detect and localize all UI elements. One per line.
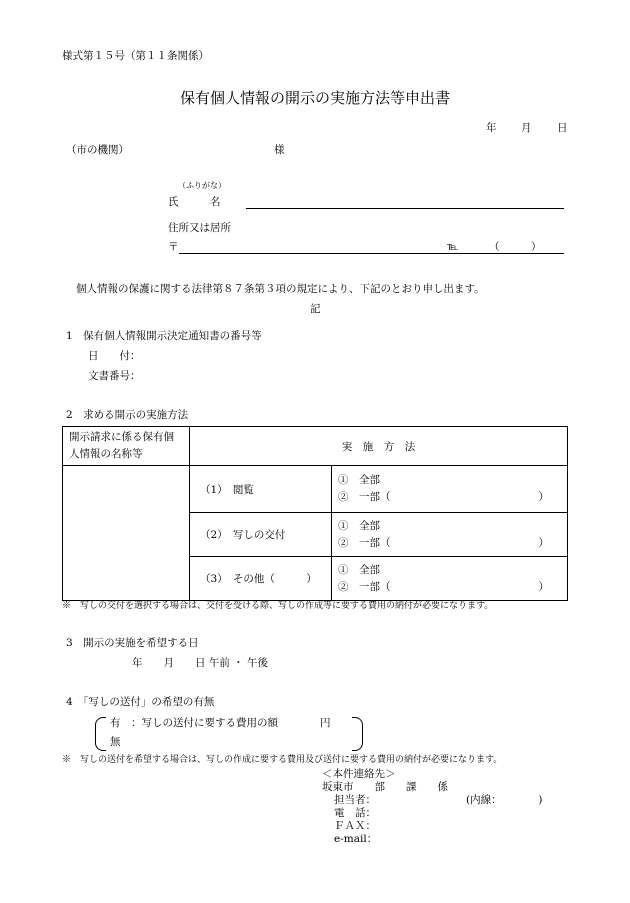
addressee-honorific: 様 — [274, 144, 285, 156]
form-number: 様式第１５号（第１１条関係） — [62, 50, 209, 62]
option-all[interactable]: ① 全部 — [338, 563, 380, 576]
option-all[interactable]: ① 全部 — [338, 474, 380, 486]
name-label: 氏 名 — [168, 196, 221, 208]
section-1-heading: 1 保有個人情報開示決定通知書の番号等 — [66, 330, 262, 342]
method-header: 実 施 方 法 — [190, 427, 568, 466]
contact-extension: (内線： ) — [466, 794, 543, 806]
method-options — [332, 513, 568, 557]
contact-dept: 坂東市 部 課 係 — [322, 781, 448, 793]
tel-paren: （ ） — [489, 241, 542, 253]
info-name-header: 開示請求に係る保有個人情報の名称等 — [63, 427, 190, 466]
section-2-heading: 2 求める開示の実施方法 — [66, 409, 189, 421]
option-partial[interactable]: ② 一部（ ） — [338, 491, 549, 503]
contact-email: e-mail： — [334, 833, 378, 845]
section-4-heading: 4 「写しの送付」の希望の有無 — [66, 696, 215, 708]
section-3-heading: 3 開示の実施を希望する日 — [66, 637, 199, 649]
mail-yes-option[interactable]: 有 ：写しの送付に要する費用の額 円 — [110, 717, 331, 729]
method-label: （2） 写しの交付 — [190, 513, 332, 557]
furigana-label: （ふりがな） — [178, 181, 226, 190]
disclosure-method-table — [62, 426, 568, 601]
postal-mark: 〒 — [168, 241, 179, 253]
left-brace — [95, 717, 106, 751]
preferred-date-line: 年 月 日 午前 ・ 午後 — [132, 657, 269, 669]
right-brace — [352, 717, 363, 751]
method-label: （3） その他（ ） — [190, 557, 332, 601]
method-options — [332, 466, 568, 513]
addressee-org: （市の機関） — [66, 144, 129, 156]
copy-delivery-note: ※ 写しの交付を選択する場合は、交付を受ける際、写しの作成等に要する費用の納付が必要になります。 — [62, 601, 494, 611]
page-title: 保有個人情報の開示の実施方法等申出書 — [179, 89, 450, 107]
contact-phone: 電 話： — [334, 807, 376, 819]
info-name-cell[interactable] — [63, 466, 190, 601]
tel-mark: ℡ — [447, 241, 459, 253]
intro-text: 個人情報の保護に関する法律第８７条第３項の規定により、下記のとおり申し出ます。 — [76, 283, 485, 295]
method-options — [332, 557, 568, 601]
option-partial[interactable]: ② 一部（ ） — [338, 536, 549, 549]
date-label: 日 付： — [88, 350, 141, 362]
address-field[interactable] — [179, 253, 564, 254]
doc-number-label: 文書番号： — [88, 370, 141, 382]
method-row — [63, 466, 568, 513]
address-label: 住所又は居所 — [168, 222, 231, 234]
method-label: （1） 閲覧 — [190, 466, 332, 513]
contact-fax: ＦＡＸ： — [334, 820, 376, 832]
day-label: 日 — [557, 122, 568, 134]
month-label: 月 — [521, 122, 532, 134]
table-header-row — [63, 427, 568, 466]
contact-person: 担当者： — [334, 794, 376, 806]
name-field[interactable] — [246, 208, 564, 209]
mail-no-option[interactable]: 無 — [110, 736, 121, 748]
year-label: 年 — [486, 122, 497, 134]
mail-note: ※ 写しの送付を希望する場合は、写しの作成に要する費用及び送付に要する費用の納付が必要になります。 — [62, 755, 503, 765]
option-all[interactable]: ① 全部 — [338, 519, 380, 532]
option-partial[interactable]: ② 一部（ ） — [338, 580, 549, 593]
contact-heading: ＜本件連絡先＞ — [322, 768, 396, 780]
ki-label: 記 — [310, 303, 321, 315]
